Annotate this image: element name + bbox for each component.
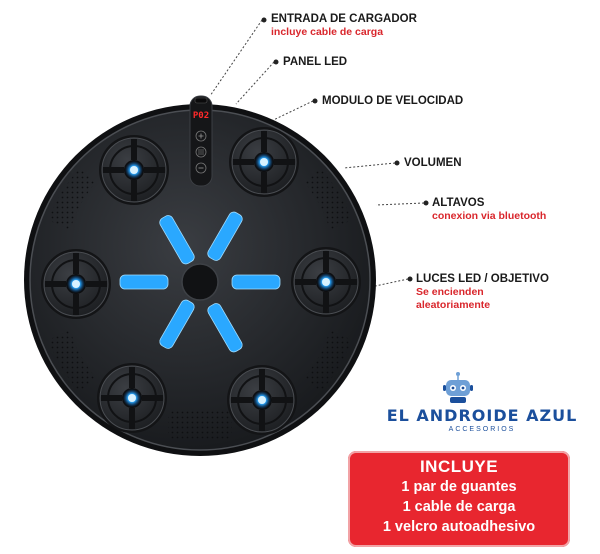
brand-block: [372, 406, 592, 433]
target-pad-bottom-right[interactable]: [227, 365, 297, 435]
includes-box: [348, 451, 570, 547]
led-strip-right: [232, 275, 280, 289]
robot-logo-icon: [443, 372, 473, 403]
led-strip-left: [120, 275, 168, 289]
callout-lights-label: LUCES LED / OBJETIVO: [416, 273, 549, 285]
callout-speed: [322, 95, 463, 108]
callout-speakers-label: ALTAVOS: [432, 197, 485, 209]
callout-lights-sub-2: aleatoriamente: [416, 299, 491, 311]
center-hub: [182, 264, 218, 300]
callout-led-panel-label: PANEL LED: [283, 56, 348, 68]
callout-charger-label: ENTRADA DE CARGADOR: [271, 13, 417, 25]
led-panel-readout: P02: [192, 111, 210, 121]
speaker-grille-bottom: [168, 410, 232, 440]
target-pad-right[interactable]: [291, 247, 361, 317]
callout-speakers-sub: conexion via bluetooth: [432, 210, 547, 222]
callout-charger-sub: incluye cable de carga: [271, 26, 384, 38]
boxing-machine: [24, 96, 376, 456]
includes-title: INCLUYE: [419, 457, 499, 476]
callout-speed-label: MODULO DE VELOCIDAD: [322, 95, 464, 107]
includes-item: 1 par de guantes: [401, 479, 517, 495]
callout-lights: [416, 273, 549, 312]
includes-item: 1 velcro autoadhesivo: [382, 519, 536, 535]
target-pad-top-left[interactable]: [99, 135, 169, 205]
brand-name: EL ANDROIDE AZUL: [386, 406, 578, 425]
target-pad-top-right[interactable]: [229, 127, 299, 197]
target-pad-left[interactable]: [41, 249, 111, 319]
target-pad-bottom-left[interactable]: [97, 363, 167, 433]
includes-item: 1 cable de carga: [402, 499, 516, 515]
callout-speakers: [432, 197, 546, 223]
callout-led-panel: [283, 56, 347, 69]
brand-tagline: ACCESORIOS: [448, 426, 516, 433]
callout-charger: [271, 13, 417, 39]
charger-port[interactable]: [195, 98, 207, 103]
callout-volume-label: VOLUMEN: [404, 157, 462, 169]
callout-volume: [404, 157, 462, 170]
callout-lights-sub-1: Se encienden: [416, 286, 484, 298]
